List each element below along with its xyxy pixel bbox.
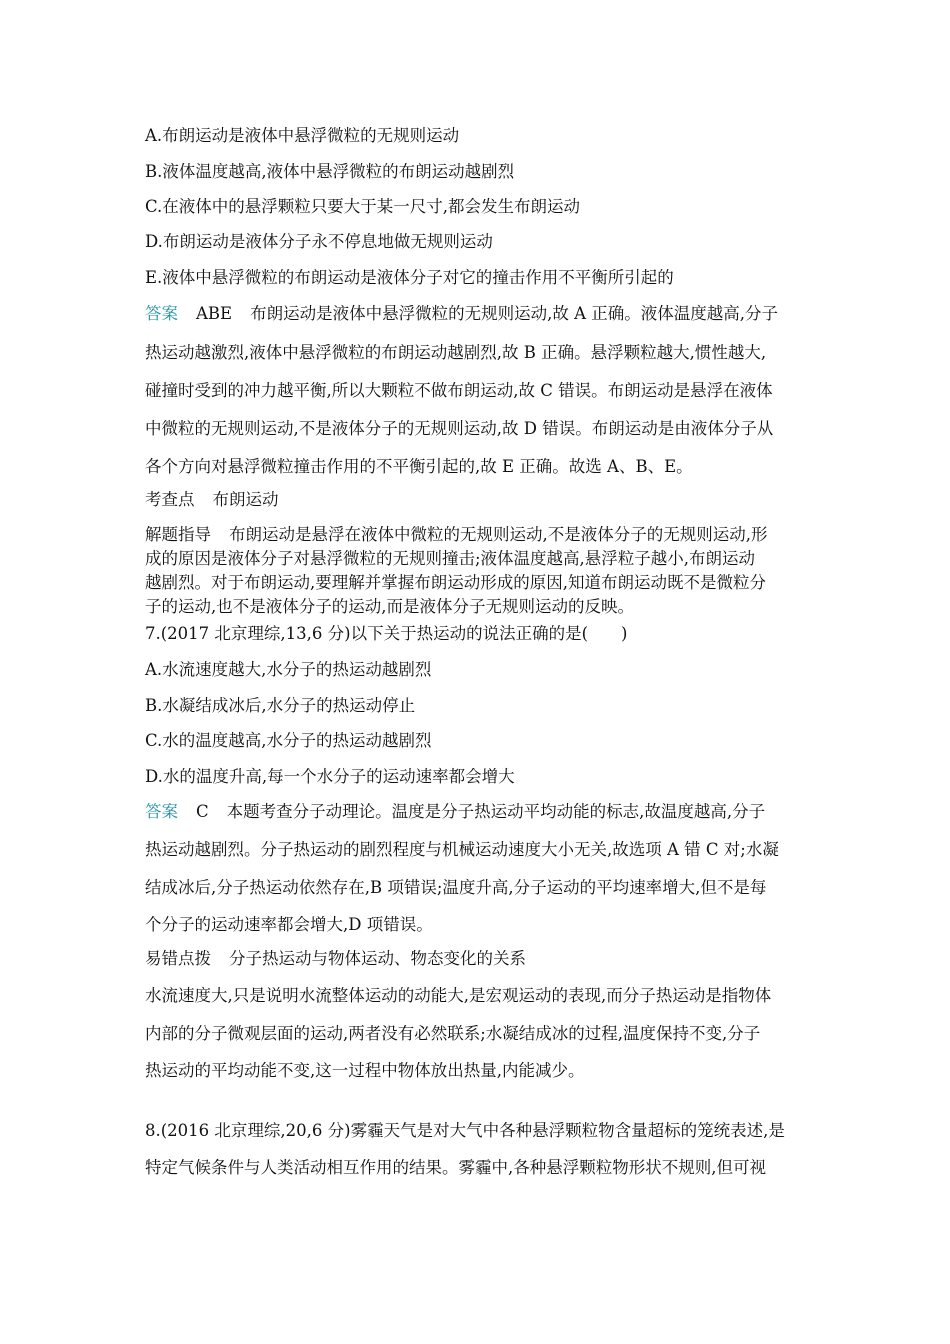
q7-pitfall-line-3: 热运动的平均动能不变,这一过程中物体放出热量,内能减少。: [145, 1061, 585, 1080]
q6-option-c: C.在液体中的悬浮颗粒只要大于某一尺寸,都会发生布朗运动: [145, 197, 581, 216]
q7-answer-line-2: 热运动越剧烈。分子热运动的剧烈程度与机械运动速度大小无关,故选项 A 错 C 对;水凝: [145, 840, 779, 859]
q6-answer-line-5: 各个方向对悬浮微粒撞击作用的不平衡引起的,故 E 正确。故选 A、B、E。: [145, 457, 693, 476]
q6-option-a: A.布朗运动是液体中悬浮微粒的无规则运动: [145, 126, 460, 145]
q7-stem: 7.(2017 北京理综,13,6 分)以下关于热运动的说法正确的是( ): [145, 624, 628, 643]
q6-guide-line-2: 成的原因是液体分子对悬浮微粒的无规则撞击;液体温度越高,悬浮粒子越小,布朗运动: [145, 549, 756, 568]
q7-answer-text-1: 本题考查分子动理论。温度是分子热运动平均动能的标志,故温度越高,分子: [226, 802, 766, 821]
q6-guide-line-4: 子的运动,也不是液体分子的运动,而是液体分子无规则运动的反映。: [145, 597, 634, 616]
q6-guide-label: 解题指导: [145, 525, 211, 544]
q6-option-b: B.液体温度越高,液体中悬浮微粒的布朗运动越剧烈: [145, 162, 515, 181]
q7-answer-label: 答案: [145, 802, 178, 821]
q8-stem-line-1: 8.(2016 北京理综,20,6 分)雾霾天气是对大气中各种悬浮颗粒物含量超标的笼统表述,是: [145, 1121, 785, 1140]
q6-kaochadian: [145, 489, 810, 511]
q6-answer-line-2: 热运动越激烈,液体中悬浮微粒的布朗运动越剧烈,故 B 正确。悬浮颗粒越大,惯性越大,: [145, 343, 767, 362]
q6-kaochadian-text: 布朗运动: [212, 490, 279, 509]
q6-option-e: E.液体中悬浮微粒的布朗运动是液体分子对它的撞击作用不平衡所引起的: [145, 268, 674, 287]
q7-pitfall-line-1: 水流速度大,只是说明水流整体运动的动能大,是宏观运动的表现,而分子热运动是指物体: [145, 986, 772, 1005]
q6-answer-line-3: 碰撞时受到的冲力越平衡,所以大颗粒不做布朗运动,故 C 错误。布朗运动是悬浮在液体: [145, 381, 773, 400]
q7-answer-line-4: 个分子的运动速率都会增大,D 项错误。: [145, 915, 433, 934]
q7-option-a: A.水流速度越大,水分子的热运动越剧烈: [145, 660, 432, 679]
q6-answer-text-1: 布朗运动是液体中悬浮微粒的无规则运动,故 A 正确。液体温度越高,分子: [250, 304, 778, 323]
q7-answer-line-1: [145, 801, 810, 823]
q6-answer-line-1: [145, 303, 810, 325]
q6-answer-key: ABE: [196, 304, 233, 323]
q6-guide-line-3: 越剧烈。对于布朗运动,要理解并掌握布朗运动形成的原因,知道布朗运动既不是微粒分: [145, 573, 766, 592]
q7-pitfall-title: 分子热运动与物体运动、物态变化的关系: [229, 949, 526, 968]
q7-option-d: D.水的温度升高,每一个水分子的运动速率都会增大: [145, 767, 515, 786]
q8-stem-line-2: 特定气候条件与人类活动相互作用的结果。雾霾中,各种悬浮颗粒物形状不规则,但可视: [145, 1158, 766, 1177]
q6-guide-text-1: 布朗运动是悬浮在液体中微粒的无规则运动,不是液体分子的无规则运动,形: [229, 525, 768, 544]
q7-option-c: C.水的温度越高,水分子的热运动越剧烈: [145, 731, 432, 750]
q7-answer-line-3: 结成冰后,分子热运动依然存在,B 项错误;温度升高,分子运动的平均速率增大,但不是每: [145, 878, 767, 897]
q7-pitfall-line-2: 内部的分子微观层面的运动,两者没有必然联系;水凝结成冰的过程,温度保持不变,分子: [145, 1024, 761, 1043]
q7-pitfall-heading: [145, 948, 810, 970]
q7-answer-key: C: [196, 802, 209, 821]
q7-option-b: B.水凝结成冰后,水分子的热运动停止: [145, 696, 416, 715]
q6-kaochadian-label: 考查点: [145, 490, 195, 509]
q6-answer-label: 答案: [145, 304, 178, 323]
q7-pitfall-label: 易错点拨: [145, 949, 211, 968]
q6-guide-line-1: [145, 524, 810, 546]
q6-option-d: D.布朗运动是液体分子永不停息地做无规则运动: [145, 232, 493, 251]
q6-answer-line-4: 中微粒的无规则运动,不是液体分子的无规则运动,故 D 错误。布朗运动是由液体分子从: [145, 419, 774, 438]
